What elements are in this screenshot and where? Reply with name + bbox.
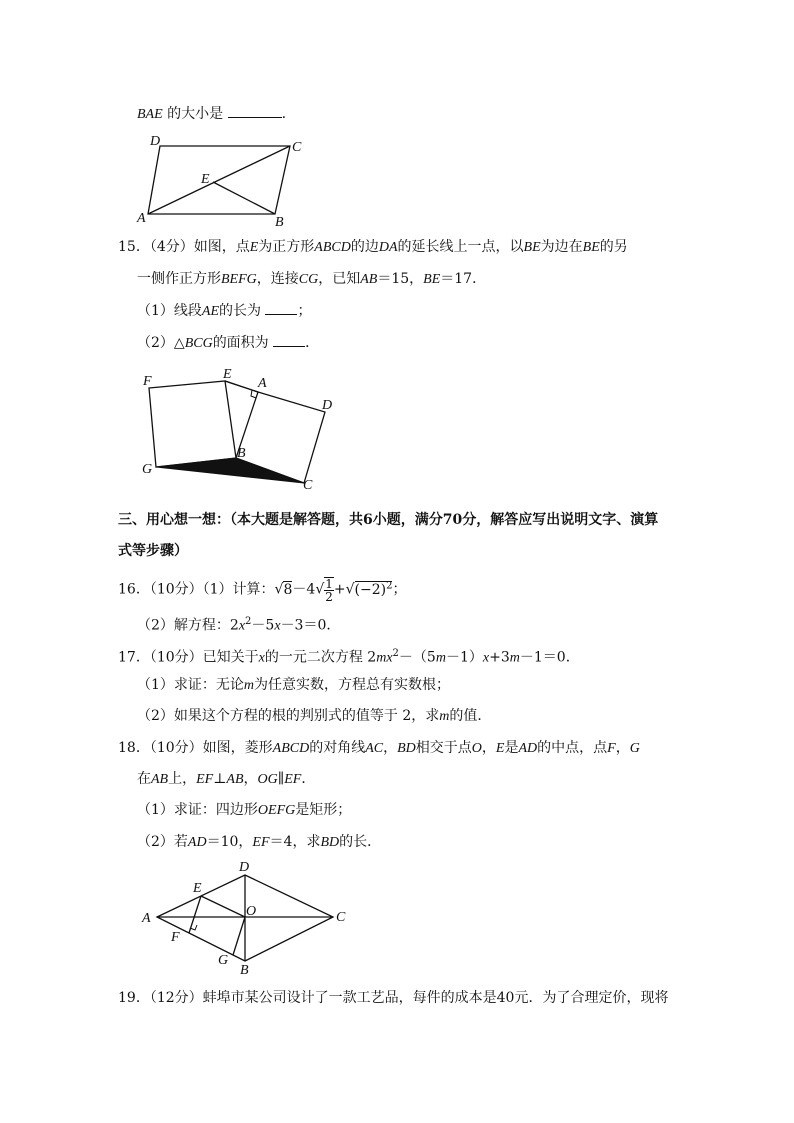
- answer-blank[interactable]: [273, 332, 305, 347]
- q17-text: －（5: [398, 649, 436, 666]
- q17-text: 为任意实数，方程总有实数根；: [254, 677, 451, 693]
- q15-text: ，连接: [256, 271, 299, 287]
- q16-text: +: [333, 581, 346, 598]
- q18-text: ＝4，求: [269, 834, 321, 850]
- q15-line1: [118, 237, 628, 258]
- label-c: C: [303, 478, 313, 493]
- q18-text: 18．（10分）如图，菱形: [118, 740, 273, 756]
- var-abcd: ABCD: [272, 741, 310, 756]
- var-ef: EF: [252, 835, 270, 850]
- var-m: m: [509, 650, 520, 666]
- label-c: C: [336, 910, 346, 925]
- sqrt-symbol: √: [345, 581, 355, 598]
- q18-text: ∥: [277, 771, 285, 787]
- q18-text: 是: [504, 740, 519, 756]
- label-g: G: [218, 953, 229, 968]
- radicand: 8: [283, 581, 293, 598]
- label-d: D: [322, 398, 333, 413]
- var-ef: EF: [196, 772, 214, 787]
- q17-text: 17．（10分）已知关于: [118, 649, 259, 666]
- q15-text: 一侧作正方形: [137, 271, 221, 287]
- var-m: m: [435, 650, 446, 666]
- label-b: B: [240, 963, 249, 978]
- q18-text: ，: [481, 740, 496, 756]
- q17-text: 的一元二次方程 2: [264, 649, 377, 666]
- fraction-denominator: 2: [325, 589, 333, 604]
- q16-text: －4: [292, 581, 316, 598]
- label-a: A: [258, 376, 267, 391]
- q15-sub2: [137, 332, 319, 354]
- var-m: m: [439, 709, 450, 724]
- q17-text: （2）如果这个方程的根的判别式的值等于 2，求: [137, 708, 440, 724]
- q18-sub2: [137, 832, 381, 853]
- exponent: 2: [392, 648, 399, 659]
- q15-text: 15．（4分）如图，点: [118, 239, 250, 255]
- q16-text: 16．（10分）（1）计算：: [118, 581, 275, 598]
- q17-line1: [118, 644, 580, 669]
- var-x: x: [238, 618, 246, 634]
- figure-rhombus: [135, 855, 355, 980]
- var-ab: AB: [360, 272, 378, 287]
- label-o: O: [246, 904, 257, 919]
- answer-blank[interactable]: [265, 300, 297, 315]
- q16-line1: [118, 574, 406, 603]
- label-c: C: [292, 140, 302, 155]
- var-e: E: [495, 741, 505, 756]
- q14-end: .: [281, 106, 287, 122]
- q16-text: －5: [251, 617, 275, 634]
- var-x: x: [274, 618, 281, 634]
- figure-squares: [135, 365, 345, 495]
- label-d: D: [150, 134, 161, 149]
- q18-line1: [118, 738, 640, 759]
- q15-text: 的边: [350, 239, 379, 255]
- q15-text: （2）△: [137, 335, 185, 351]
- label-f: F: [171, 930, 180, 945]
- q18-sub1: [137, 800, 351, 821]
- var-be: BE: [582, 240, 600, 255]
- q18-text: ＝10，: [206, 834, 253, 850]
- q16-text: －3＝0．: [280, 617, 341, 634]
- label-a: A: [137, 211, 146, 226]
- q17-text: +3: [489, 649, 510, 666]
- q18-text: ⊥: [213, 771, 227, 787]
- q18-text: ，: [243, 771, 258, 787]
- label-a: A: [142, 911, 151, 926]
- q15-text: ，已知: [318, 271, 361, 287]
- label-b: B: [237, 446, 246, 461]
- q15-text: 为边在: [540, 239, 583, 255]
- var-bcg: BCG: [184, 336, 213, 351]
- section3-line2: 式等步骤）: [118, 543, 188, 559]
- q14-text: 的大小是: [167, 106, 224, 122]
- var-ad: AD: [187, 835, 207, 850]
- q17-sub2: [137, 706, 491, 727]
- sqrt-symbol: √: [274, 581, 284, 598]
- var-ad: AD: [518, 741, 538, 756]
- q18-text: （1）求证：四边形: [137, 802, 258, 818]
- q18-text: 相交于点: [415, 740, 472, 756]
- var-cg: CG: [298, 272, 319, 287]
- var-oefg: OEFG: [257, 803, 296, 818]
- q19-line1: 19．（12分）蚌埠市某公司设计了一款工艺品，每件的成本是40元．为了合理定价，现将: [118, 990, 669, 1006]
- q18-text: 是矩形；: [295, 802, 352, 818]
- q18-text: 的长．: [339, 834, 382, 850]
- label-e: E: [193, 881, 202, 896]
- var-da: DA: [378, 240, 398, 255]
- exponent: 2: [245, 616, 252, 627]
- q16-text: ；: [392, 581, 407, 598]
- q17-text: （1）求证：无论: [137, 677, 244, 693]
- q15-line2: [137, 269, 486, 290]
- var-o: O: [471, 741, 482, 756]
- radicand-base: (−2): [354, 581, 387, 598]
- label-b: B: [275, 215, 284, 230]
- q18-line2: [137, 769, 315, 790]
- var-bd: BD: [397, 741, 416, 756]
- q16-sub2: [137, 612, 340, 637]
- label-g: G: [142, 462, 153, 477]
- var-bd: BD: [320, 835, 340, 850]
- q15-text: 的延长线上一点，以: [397, 239, 524, 255]
- q15-text: 的长为: [219, 303, 262, 319]
- q15-text: （1）线段: [137, 303, 202, 319]
- var-g: G: [629, 741, 640, 756]
- q18-text: 上，: [168, 771, 197, 787]
- q16-text: （2）解方程：2: [137, 617, 239, 634]
- var-ab: AB: [151, 772, 169, 787]
- q17-sub1: [137, 675, 450, 696]
- var-ae: AE: [201, 304, 220, 319]
- q14-tail: [137, 103, 286, 125]
- var-ac: AC: [365, 741, 384, 756]
- q15-text: 为正方形: [258, 239, 315, 255]
- radicand: [355, 581, 393, 598]
- label-e: E: [223, 367, 232, 382]
- section3-line1: 三、用心想一想：（本大题是解答题，共6小题，满分70分，解答应写出说明文字、演算: [118, 512, 659, 528]
- var-m: m: [243, 678, 255, 693]
- q18-text: 的中点，点: [537, 740, 608, 756]
- q18-text: （2）若: [137, 834, 188, 850]
- var-e: E: [249, 240, 259, 255]
- q15-text: 的另: [599, 239, 628, 255]
- var-og: OG: [257, 772, 278, 787]
- var-x: x: [258, 650, 265, 666]
- var-befg: BEFG: [221, 272, 257, 287]
- label-e: E: [201, 172, 210, 187]
- fraction: [324, 577, 334, 603]
- var-mx: mx: [376, 650, 393, 666]
- q18-text: ，: [615, 740, 630, 756]
- answer-blank[interactable]: [228, 103, 282, 118]
- q17-text: －1＝0．: [519, 649, 580, 666]
- var-abcd: ABCD: [314, 240, 351, 255]
- var-ef: EF: [284, 772, 302, 787]
- q18-text: 在: [137, 771, 151, 787]
- q15-text: ．: [305, 335, 320, 351]
- q15-text: 的面积为: [212, 335, 269, 351]
- var-ab: AB: [226, 772, 244, 787]
- var-be: BE: [523, 240, 541, 255]
- q18-text: 的对角线: [309, 740, 366, 756]
- q15-text: ；: [297, 303, 312, 319]
- q18-text: ．: [301, 771, 316, 787]
- var-x: x: [482, 650, 490, 666]
- label-d: D: [239, 860, 250, 875]
- exponent: 2: [386, 580, 393, 591]
- fraction-numerator: 1: [325, 576, 333, 591]
- q18-text: ，: [383, 740, 398, 756]
- figure-parallelogram: [130, 130, 310, 230]
- q15-text: ＝15，: [377, 271, 424, 287]
- q15-text: ＝17．: [440, 271, 487, 287]
- q17-text: 的值．: [449, 708, 492, 724]
- q17-text: －1）: [445, 649, 483, 666]
- sqrt-symbol: √: [315, 581, 325, 598]
- label-f: F: [143, 374, 152, 389]
- var-be: BE: [423, 272, 441, 287]
- var-f: F: [607, 741, 616, 756]
- q14-var: BAE: [137, 107, 163, 122]
- q15-sub1: [137, 300, 311, 322]
